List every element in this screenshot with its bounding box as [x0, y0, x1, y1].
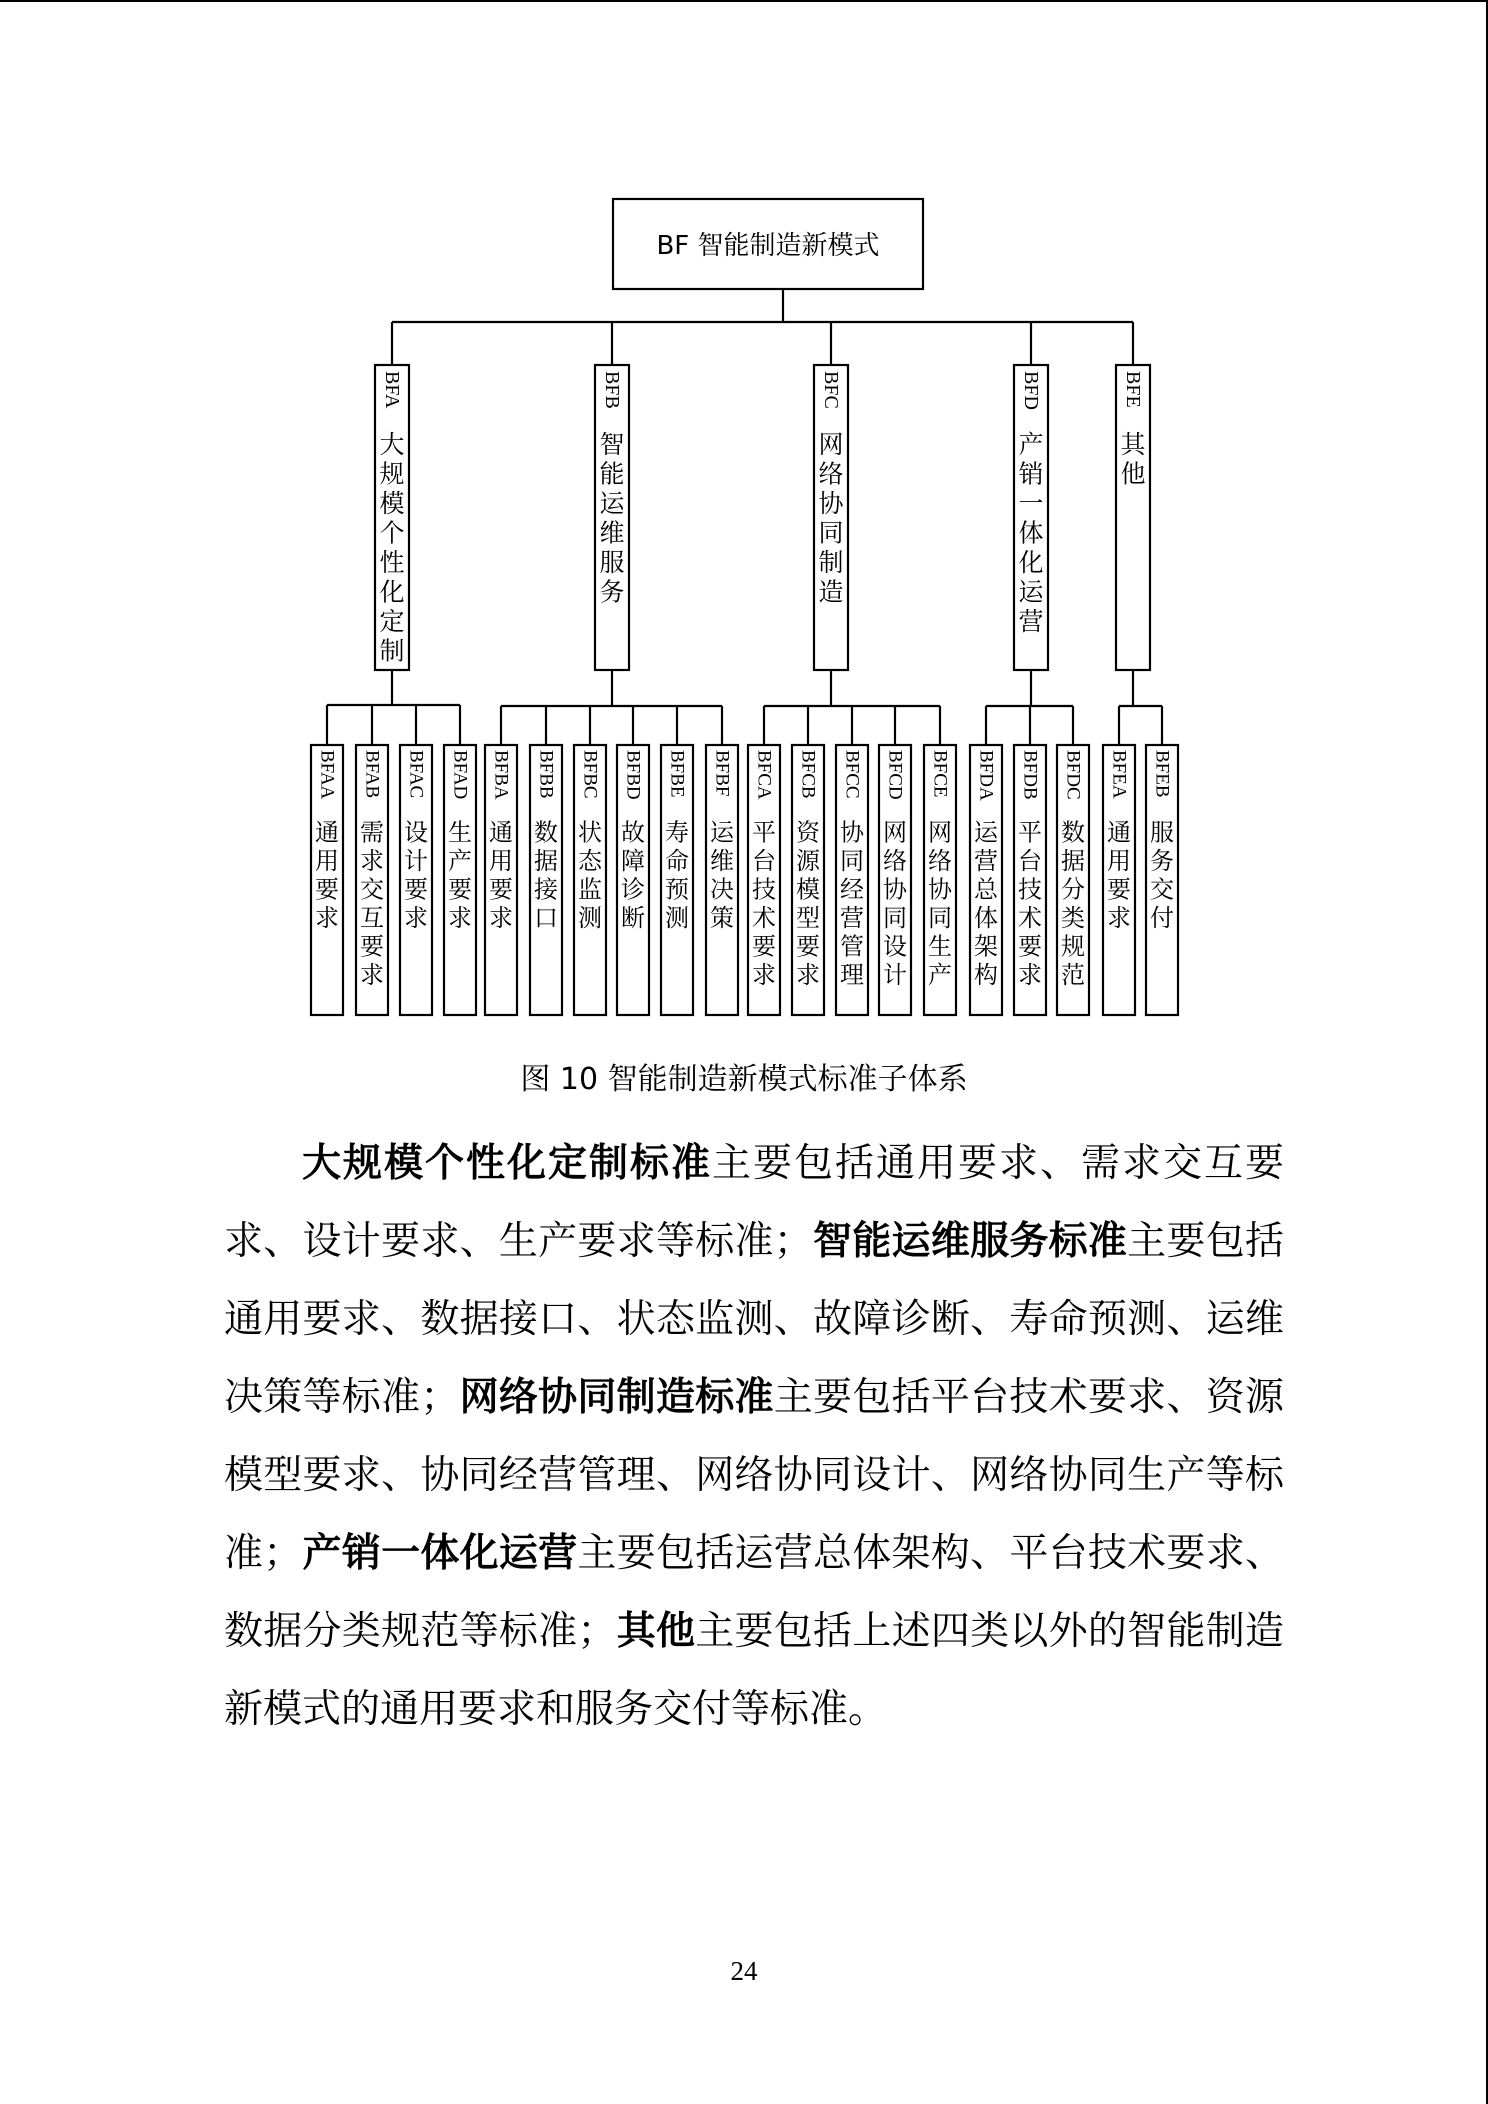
- branch-node-bfe: [1116, 365, 1150, 670]
- leaf-node-bfbd: [617, 745, 649, 1015]
- node-label: 状态监测: [578, 818, 602, 933]
- leaf-node-bfce: [924, 745, 956, 1015]
- node-code: BFBA: [490, 750, 512, 800]
- node-code: BFCC: [841, 750, 863, 799]
- node-label: 生产要求: [448, 818, 472, 933]
- node-code: BFDB: [1019, 750, 1041, 800]
- node-label: 协同经营管理: [840, 818, 864, 990]
- leaf-node-bfea: [1103, 745, 1135, 1015]
- bold-term: 大规模个性化定制标准: [302, 1141, 712, 1186]
- leaf-node-bfab: [356, 745, 388, 1015]
- node-label: 通用要求: [489, 818, 513, 933]
- node-code: BFCD: [884, 750, 906, 800]
- node-label: 服务交付: [1150, 818, 1174, 933]
- leaf-node-bfbe: [661, 745, 693, 1015]
- node-label: 通用要求: [315, 818, 339, 933]
- node-code: BFDA: [975, 750, 997, 801]
- node-code: BFEA: [1108, 750, 1130, 799]
- node-label: 需求交互要求: [360, 818, 384, 990]
- leaf-node-bfaa: [311, 745, 343, 1015]
- node-label: 寿命预测: [665, 818, 689, 933]
- node-code: BFCE: [929, 750, 951, 798]
- bold-term: 其他: [616, 1609, 696, 1654]
- node-code: BFBE: [666, 750, 688, 798]
- leaf-node-bfcc: [836, 745, 868, 1015]
- node-code: BFAB: [361, 750, 383, 799]
- root-label: BF 智能制造新模式: [656, 231, 880, 261]
- branch-node-bfd: [1014, 365, 1048, 670]
- node-label: 运维决策: [710, 818, 734, 933]
- node-label: 平台技术要求: [752, 818, 776, 990]
- node-code: BFDC: [1062, 750, 1084, 800]
- leaf-node-bfbc: [574, 745, 606, 1015]
- paragraph-text: 主要包括平台技术要求、资源模型要求、协同经营管理、网络协同设计、网络协同生产等标准；: [224, 1375, 1284, 1576]
- body-paragraph: [224, 1125, 1284, 1749]
- node-label: 数据分类规范: [1061, 818, 1085, 990]
- leaf-node-bfca: [748, 745, 780, 1015]
- node-label: 设计要求: [404, 818, 428, 933]
- leaf-node-bfeb: [1146, 745, 1178, 1015]
- leaf-node-bfba: [485, 745, 517, 1015]
- node-code: BFAD: [449, 750, 471, 800]
- node-label: 故障诊断: [621, 818, 645, 933]
- leaf-node-bfad: [444, 745, 476, 1015]
- node-label: 数据接口: [534, 818, 558, 933]
- node-code: BFBF: [711, 750, 733, 797]
- bold-term: 产销一体化运营: [302, 1531, 578, 1576]
- node-code: BFCB: [797, 750, 819, 799]
- node-label: 资源模型要求: [796, 818, 820, 990]
- node-code: BFBD: [622, 750, 644, 800]
- node-code: BFAA: [316, 750, 338, 800]
- node-code: BFB: [601, 371, 623, 409]
- node-code: BFEB: [1151, 750, 1173, 798]
- leaf-node-bfcd: [879, 745, 911, 1015]
- paragraph-text: 主要包括运营总体架构、平台技术要求、数据分类规范等标准；: [224, 1531, 1284, 1654]
- node-label: 产销一体化运营: [1018, 430, 1044, 637]
- leaf-node-bfda: [970, 745, 1002, 1015]
- branch-node-bfa: [375, 365, 409, 670]
- page-number: 24: [730, 1956, 758, 1986]
- node-code: BFA: [381, 371, 403, 409]
- node-label: 运营总体架构: [974, 818, 998, 990]
- leaf-node-bfdc: [1057, 745, 1089, 1015]
- leaf-node-bfac: [400, 745, 432, 1015]
- paragraph-text: 主要包括通用要求、数据接口、状态监测、故障诊断、寿命预测、运维决策等标准；: [224, 1219, 1284, 1420]
- node-label: 平台技术要求: [1018, 818, 1042, 990]
- node-code: BFE: [1122, 371, 1144, 408]
- node-label: 其他: [1120, 430, 1146, 489]
- figure-caption: 图 10 智能制造新模式标准子体系: [520, 1062, 968, 1097]
- branch-node-bfc: [814, 365, 848, 670]
- paragraph-text: 主要包括通用要求、需求交互要求、设计要求、生产要求等标准；: [224, 1141, 1284, 1264]
- node-code: BFBC: [579, 750, 601, 799]
- node-code: BFCA: [753, 750, 775, 800]
- node-label: 智能运维服务: [599, 430, 625, 607]
- bold-term: 智能运维服务标准: [812, 1219, 1128, 1264]
- node-label: 通用要求: [1107, 818, 1131, 933]
- leaf-node-bfbb: [530, 745, 562, 1015]
- standards-tree-diagram: [0, 0, 1488, 1040]
- node-code: BFAC: [405, 750, 427, 799]
- node-code: BFD: [1020, 371, 1042, 410]
- node-label: 网络协同制造: [818, 430, 844, 607]
- node-code: BFC: [820, 371, 842, 409]
- root-node: [613, 199, 923, 289]
- paragraph-text: 主要包括上述四类以外的智能制造新模式的通用要求和服务交付等标准。: [224, 1609, 1284, 1732]
- node-label: 网络协同设计: [883, 818, 907, 990]
- bold-term: 网络协同制造标准: [459, 1375, 774, 1420]
- branch-node-bfb: [595, 365, 629, 670]
- node-label: 网络协同生产: [928, 818, 952, 990]
- leaf-node-bfcb: [792, 745, 824, 1015]
- node-label: 大规模个性化定制: [379, 430, 405, 666]
- node-code: BFBB: [535, 750, 557, 799]
- leaf-node-bfdb: [1014, 745, 1046, 1015]
- leaf-node-bfbf: [706, 745, 738, 1015]
